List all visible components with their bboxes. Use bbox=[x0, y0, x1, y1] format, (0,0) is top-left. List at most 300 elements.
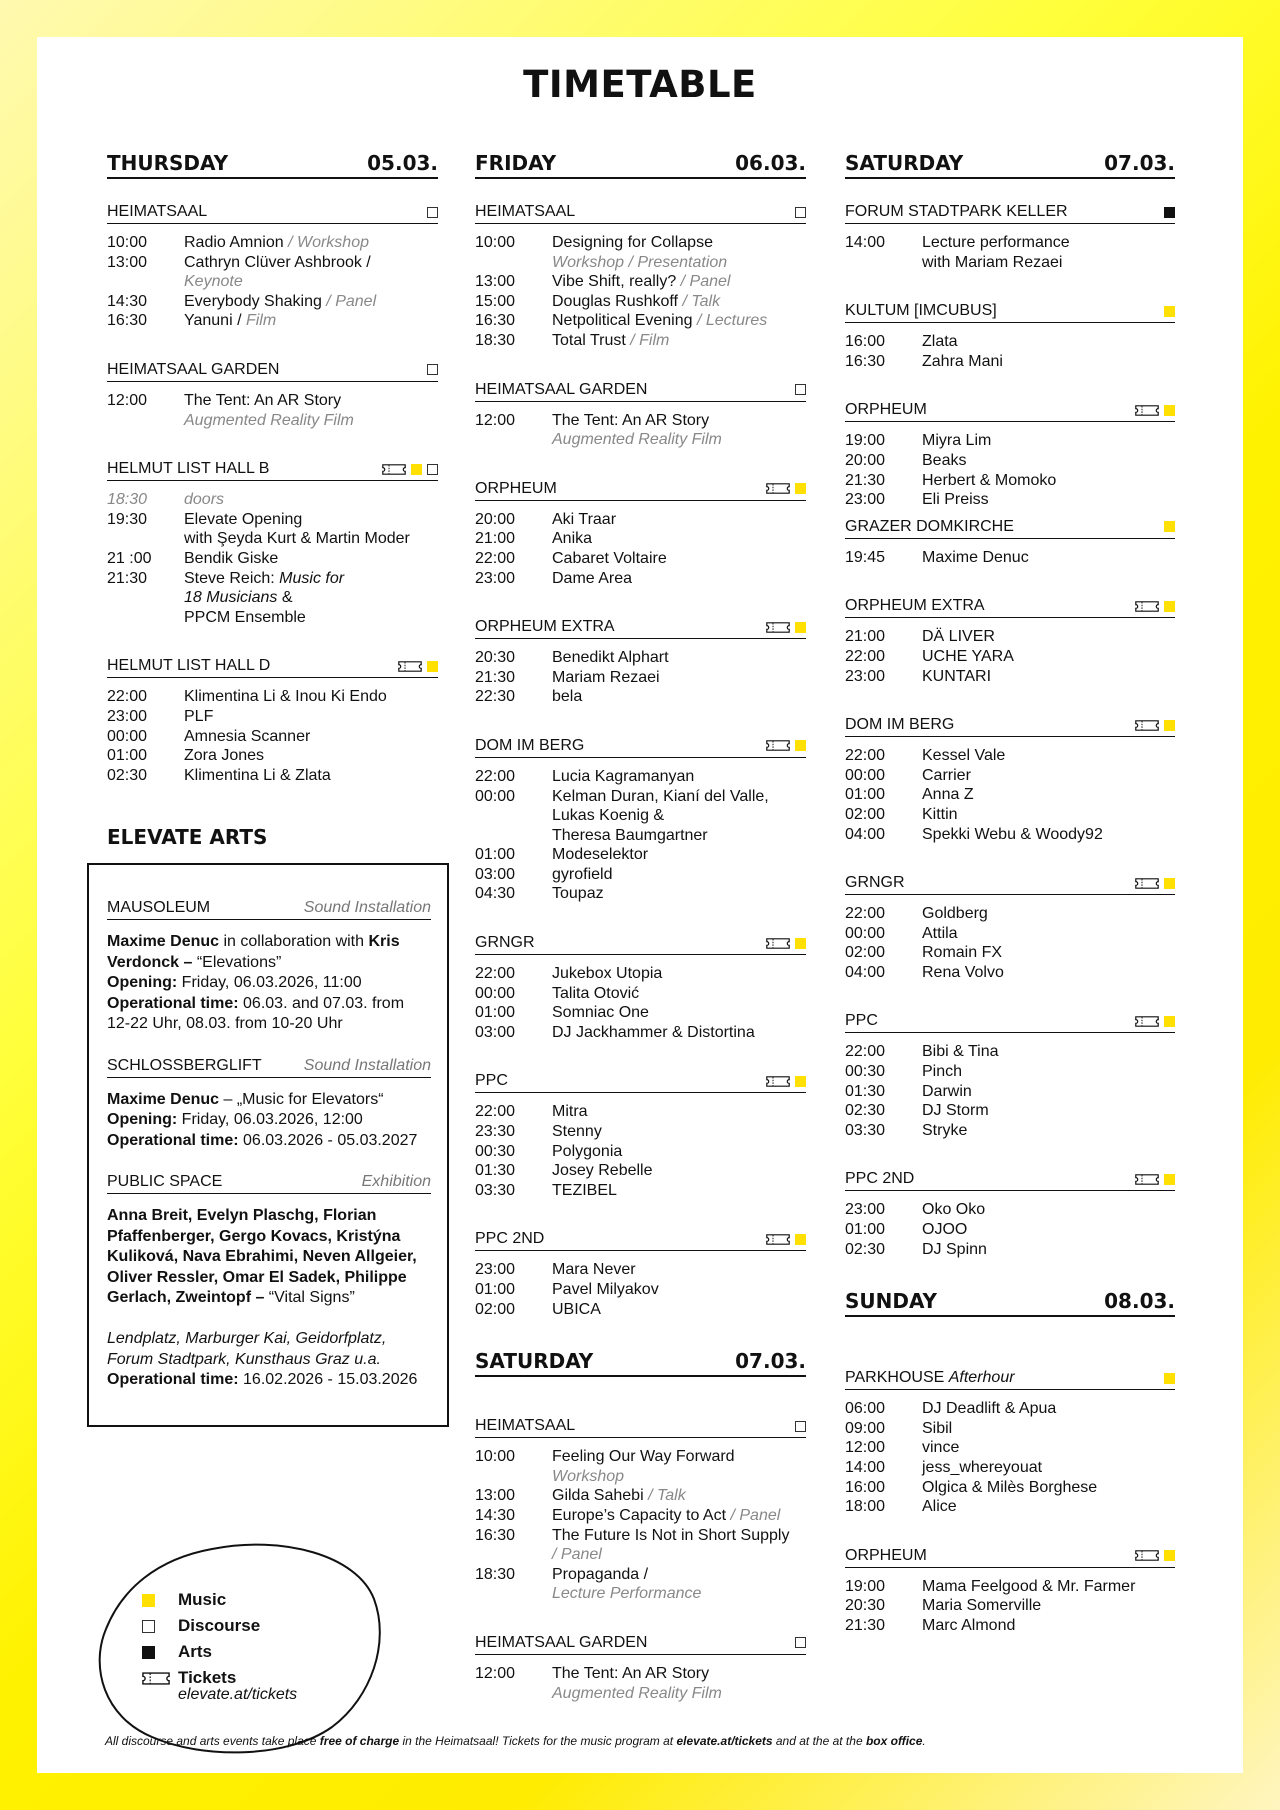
act bbox=[922, 1616, 1175, 1636]
ticket-icon bbox=[766, 622, 790, 633]
venue-name bbox=[475, 1634, 647, 1652]
venue-name bbox=[845, 1170, 914, 1188]
act-category: Augmented Reality Film bbox=[552, 431, 722, 449]
venue-name-text: ORPHEUM EXTRA bbox=[845, 597, 985, 615]
column-friday bbox=[475, 151, 806, 1733]
ticket-icon bbox=[766, 938, 790, 949]
time: 03:30 bbox=[845, 1121, 886, 1139]
venue-marks bbox=[1135, 878, 1175, 889]
schedule-row bbox=[475, 1260, 806, 1280]
act-name: Aki Traar bbox=[552, 510, 617, 528]
act-name: Olgica & Milès Borghese bbox=[922, 1478, 1098, 1496]
act bbox=[922, 785, 1175, 805]
act bbox=[552, 1526, 806, 1546]
act bbox=[552, 411, 806, 431]
act-name: Pinch bbox=[922, 1063, 963, 1081]
footnote-text: in the Heimatsaal! Tickets for the music program at bbox=[399, 1734, 677, 1748]
time bbox=[475, 1467, 552, 1487]
act-name: Attila bbox=[922, 924, 958, 942]
time: 19:00 bbox=[845, 432, 886, 450]
venue-name-text: PPC 2ND bbox=[475, 1230, 545, 1248]
music-icon bbox=[142, 1594, 155, 1607]
time: 23:00 bbox=[845, 491, 886, 509]
schedule-row bbox=[475, 292, 806, 312]
venue-name-text: ORPHEUM EXTRA bbox=[475, 618, 615, 636]
venue-header bbox=[107, 657, 438, 678]
act bbox=[552, 1023, 806, 1043]
schedule-row bbox=[845, 1240, 1175, 1260]
act bbox=[552, 1280, 806, 1300]
venue-name bbox=[845, 1547, 927, 1565]
schedule-row bbox=[107, 391, 438, 411]
arts-artist: Maxime Denuc bbox=[107, 933, 220, 951]
venue-header bbox=[475, 1072, 806, 1093]
arts-description bbox=[107, 1206, 431, 1391]
venue-block bbox=[475, 203, 806, 351]
time: 00:00 bbox=[475, 787, 516, 805]
schedule-row bbox=[845, 451, 1175, 471]
venue-block bbox=[845, 874, 1175, 982]
act-name: The Future Is Not in Short Supply bbox=[552, 1526, 790, 1544]
legend-discourse bbox=[142, 1613, 297, 1639]
discourse-icon bbox=[427, 207, 438, 218]
act-category: / Talk bbox=[678, 292, 721, 310]
act bbox=[552, 1467, 806, 1487]
schedule-row bbox=[475, 253, 806, 273]
act-name: UBICA bbox=[552, 1300, 601, 1318]
ticket-icon bbox=[1135, 601, 1159, 612]
act-name: The Tent: An AR Story bbox=[552, 411, 710, 429]
arts-opening-label: Opening: bbox=[107, 974, 178, 992]
act-name: Beaks bbox=[922, 451, 967, 469]
act bbox=[552, 569, 806, 589]
act bbox=[922, 667, 1175, 687]
schedule-row bbox=[845, 647, 1175, 667]
act bbox=[922, 1438, 1175, 1458]
arts-work: – „Music for Elevators“ bbox=[219, 1090, 384, 1108]
time: 10:00 bbox=[475, 234, 516, 251]
act-name: The Tent: An AR Story bbox=[184, 391, 342, 409]
venue-header bbox=[475, 480, 806, 501]
schedule-row bbox=[845, 1478, 1175, 1498]
music-icon bbox=[1164, 878, 1175, 889]
venue-name bbox=[845, 302, 997, 320]
day-name: THURSDAY bbox=[107, 151, 229, 175]
time bbox=[107, 272, 184, 292]
act-name: Cathryn Clüver Ashbrook / bbox=[184, 253, 371, 271]
schedule-row bbox=[845, 1497, 1175, 1517]
discourse-icon bbox=[795, 207, 806, 218]
act-name: Herbert & Momoko bbox=[922, 471, 1057, 489]
schedule-row bbox=[475, 1142, 806, 1162]
arts-opening-label: Opening: bbox=[107, 1111, 178, 1129]
act bbox=[184, 549, 438, 569]
time: 15:00 bbox=[475, 292, 516, 310]
act-name: Cabaret Voltaire bbox=[552, 549, 667, 567]
time: 22:00 bbox=[475, 549, 516, 567]
time bbox=[107, 529, 184, 549]
act bbox=[552, 233, 806, 253]
ticket-icon bbox=[766, 740, 790, 751]
schedule-row bbox=[475, 787, 806, 807]
tickets-link[interactable]: elevate.at/tickets bbox=[178, 1686, 298, 1703]
time: 20:00 bbox=[475, 510, 516, 528]
venue-block bbox=[845, 1170, 1175, 1259]
act bbox=[184, 766, 438, 786]
venue-name bbox=[107, 361, 279, 379]
act-name: OJOO bbox=[922, 1221, 968, 1239]
act-name: PPCM Ensemble bbox=[184, 608, 306, 626]
schedule-row bbox=[475, 411, 806, 431]
venue-marks bbox=[427, 364, 438, 375]
venue-header bbox=[845, 597, 1175, 618]
act-name: Anika bbox=[552, 530, 593, 548]
schedule-row bbox=[107, 766, 438, 786]
arts-optime: 06.03. and 07.03. from 12-22 Uhr, 08.03. from 10-20 Uhr bbox=[107, 994, 405, 1033]
venue-block bbox=[475, 381, 806, 450]
ticket-icon bbox=[1135, 878, 1159, 889]
act-name: UCHE YARA bbox=[922, 647, 1014, 665]
elevate-arts-box bbox=[87, 863, 449, 1427]
act-name: Steve Reich: bbox=[184, 569, 280, 587]
schedule-row bbox=[475, 233, 806, 253]
act bbox=[552, 1003, 806, 1023]
schedule-row bbox=[107, 569, 438, 589]
arts-venue-header bbox=[107, 1173, 431, 1194]
time: 23:00 bbox=[845, 667, 886, 685]
venue-block bbox=[845, 302, 1175, 371]
act-name: Eli Preiss bbox=[922, 491, 989, 509]
schedule-row bbox=[845, 627, 1175, 647]
arts-venue-type: Exhibition bbox=[361, 1173, 431, 1191]
schedule-row bbox=[845, 1062, 1175, 1082]
venue-name bbox=[845, 1369, 1015, 1387]
time: 21:30 bbox=[845, 471, 886, 489]
schedule-row bbox=[845, 253, 1175, 273]
schedule-row bbox=[845, 1438, 1175, 1458]
act-category: / Talk bbox=[648, 1487, 686, 1505]
venue-marks bbox=[1135, 405, 1175, 416]
column-thursday bbox=[107, 151, 438, 1427]
time: 01:30 bbox=[845, 1082, 886, 1100]
act-name: Jukebox Utopia bbox=[552, 965, 663, 983]
music-icon bbox=[1164, 1550, 1175, 1561]
venue-header bbox=[475, 618, 806, 639]
act-name: Mitra bbox=[552, 1103, 588, 1121]
venue-name-text: GRNGR bbox=[475, 934, 535, 952]
schedule-row bbox=[845, 233, 1175, 253]
time: 02:00 bbox=[475, 1300, 516, 1318]
time: 16:00 bbox=[845, 333, 886, 351]
act bbox=[552, 826, 806, 846]
schedule-row bbox=[475, 1447, 806, 1467]
act-name: Lukas Koenig & bbox=[552, 807, 665, 825]
footnote-bold: box office bbox=[865, 1734, 923, 1748]
schedule-row bbox=[845, 943, 1175, 963]
time: 23:00 bbox=[845, 1201, 886, 1219]
time: 18:30 bbox=[475, 1565, 516, 1583]
schedule-row bbox=[475, 529, 806, 549]
time: 12:00 bbox=[845, 1439, 886, 1457]
venue-marks bbox=[795, 207, 806, 218]
time: 16:30 bbox=[107, 312, 148, 330]
venue-name-text: HEIMATSAAL GARDEN bbox=[475, 1633, 648, 1651]
schedule-row bbox=[845, 825, 1175, 845]
arts-venue-name: MAUSOLEUM bbox=[107, 899, 211, 917]
schedule-row bbox=[845, 746, 1175, 766]
act-name: Radio Amnion bbox=[184, 234, 284, 251]
ticket-icon bbox=[398, 661, 422, 672]
time: 23:00 bbox=[475, 569, 516, 587]
act bbox=[552, 1486, 806, 1506]
venue-block bbox=[107, 203, 438, 331]
schedule-row bbox=[107, 253, 438, 273]
schedule-row bbox=[475, 1003, 806, 1023]
time: 19:00 bbox=[845, 1577, 886, 1595]
time: 02:30 bbox=[107, 766, 148, 784]
time: 01:00 bbox=[475, 1004, 516, 1022]
music-icon bbox=[1164, 1373, 1175, 1384]
time: 10:00 bbox=[107, 234, 148, 251]
schedule-row bbox=[845, 667, 1175, 687]
act-name: with Mariam Rezaei bbox=[922, 253, 1063, 271]
schedule-row bbox=[107, 311, 438, 331]
act-name: Rena Volvo bbox=[922, 963, 1004, 981]
act-name: Lucia Kagramanyan bbox=[552, 767, 695, 785]
schedule-row bbox=[475, 1486, 806, 1506]
time: 03:00 bbox=[475, 865, 516, 883]
time: 14:30 bbox=[475, 1506, 516, 1524]
day-header bbox=[845, 151, 1175, 179]
act-name: Kittin bbox=[922, 805, 958, 823]
schedule-row bbox=[475, 845, 806, 865]
act bbox=[552, 787, 806, 807]
ticket-icon bbox=[1135, 1016, 1159, 1027]
act bbox=[922, 1042, 1175, 1062]
act-category: / Panel bbox=[552, 1546, 602, 1564]
schedule-row bbox=[845, 1577, 1175, 1597]
act bbox=[922, 1200, 1175, 1220]
schedule-row bbox=[475, 964, 806, 984]
page-title: TIMETABLE bbox=[523, 63, 757, 106]
time bbox=[475, 430, 552, 450]
act-name: Marc Almond bbox=[922, 1616, 1016, 1634]
schedule-row bbox=[475, 569, 806, 589]
schedule-row bbox=[107, 707, 438, 727]
act-name: Goldberg bbox=[922, 905, 988, 923]
act-name: bela bbox=[552, 688, 583, 706]
schedule-row bbox=[475, 1102, 806, 1122]
time: 03:00 bbox=[475, 1023, 516, 1041]
music-icon bbox=[795, 1234, 806, 1245]
act bbox=[552, 1684, 806, 1704]
venue-marks bbox=[398, 661, 438, 672]
act bbox=[184, 529, 438, 549]
time bbox=[107, 608, 184, 628]
venue-name-text: PARKHOUSE bbox=[845, 1369, 949, 1387]
act-name: TEZIBEL bbox=[552, 1181, 617, 1199]
venue-header bbox=[475, 1417, 806, 1438]
venue-block bbox=[845, 203, 1175, 272]
act bbox=[922, 1220, 1175, 1240]
venue-marks bbox=[427, 207, 438, 218]
venue-name-text: PPC bbox=[845, 1012, 878, 1030]
act-name: jess_whereyouat bbox=[922, 1459, 1043, 1476]
act bbox=[552, 1260, 806, 1280]
ticket-icon bbox=[382, 464, 406, 475]
act-category: Augmented Reality Film bbox=[184, 411, 354, 429]
schedule-row bbox=[475, 806, 806, 826]
schedule-row bbox=[845, 1200, 1175, 1220]
legend-arts bbox=[142, 1639, 297, 1665]
time: 21 :00 bbox=[107, 549, 152, 567]
act bbox=[922, 1419, 1175, 1439]
arts-work: “Vital Signs” bbox=[264, 1289, 355, 1307]
music-icon bbox=[1164, 521, 1175, 532]
act bbox=[922, 1577, 1175, 1597]
schedule-row bbox=[475, 1122, 806, 1142]
act-name: Klimentina Li & Zlata bbox=[184, 766, 331, 784]
legend-tickets-label: Tickets bbox=[178, 1668, 237, 1687]
act bbox=[552, 1506, 806, 1526]
act-name: Spekki Webu & Woody92 bbox=[922, 825, 1103, 843]
footnote-text: . bbox=[922, 1734, 926, 1748]
venue-name bbox=[475, 203, 575, 221]
venue-name-text: HEIMATSAAL GARDEN bbox=[475, 380, 648, 398]
venue-header bbox=[107, 361, 438, 382]
music-icon bbox=[1164, 720, 1175, 731]
act bbox=[184, 411, 438, 431]
time: 20:30 bbox=[845, 1597, 886, 1615]
arts-public-space bbox=[107, 1173, 431, 1391]
time: 22:00 bbox=[107, 688, 148, 706]
discourse-icon bbox=[142, 1620, 155, 1633]
music-icon bbox=[427, 661, 438, 672]
time: 16:00 bbox=[845, 1478, 886, 1496]
act-name: Propaganda / bbox=[552, 1565, 649, 1583]
act bbox=[552, 1584, 806, 1604]
footnote-bold: free of charge bbox=[319, 1734, 400, 1748]
act bbox=[184, 727, 438, 747]
venue-header bbox=[845, 401, 1175, 422]
act-name: Maria Somerville bbox=[922, 1597, 1042, 1615]
arts-optime-label: Operational time: bbox=[107, 994, 239, 1012]
arts-schlossberglift bbox=[107, 1057, 431, 1152]
act bbox=[184, 687, 438, 707]
act bbox=[922, 1458, 1175, 1478]
act bbox=[922, 352, 1175, 372]
act bbox=[922, 490, 1175, 510]
venue-header bbox=[845, 1170, 1175, 1191]
act bbox=[184, 510, 438, 530]
act-category: Augmented Reality Film bbox=[552, 1684, 722, 1702]
time bbox=[475, 1545, 552, 1565]
act-category: Film bbox=[241, 312, 277, 330]
day-name: SUNDAY bbox=[845, 1289, 938, 1314]
venue-marks bbox=[766, 1076, 806, 1087]
act-title-italic: 18 Musicians bbox=[184, 589, 278, 607]
act-category: / Workshop bbox=[283, 234, 369, 251]
schedule-row bbox=[475, 1181, 806, 1201]
act-name: KUNTARI bbox=[922, 667, 992, 685]
act-name: Lecture performance bbox=[922, 234, 1070, 251]
venue-name-text: HELMUT LIST HALL B bbox=[107, 460, 270, 478]
time: 21:30 bbox=[845, 1616, 886, 1634]
time bbox=[475, 1684, 552, 1704]
venue-name bbox=[845, 874, 905, 892]
time bbox=[475, 253, 552, 273]
timetable-poster bbox=[37, 37, 1243, 1773]
time: 19:45 bbox=[845, 548, 886, 566]
arts-optime-label: Operational time: bbox=[107, 1131, 239, 1149]
venue-block bbox=[475, 1634, 806, 1703]
act-name: Romain FX bbox=[922, 944, 1003, 962]
venue-block bbox=[845, 1547, 1175, 1636]
act bbox=[922, 904, 1175, 924]
act-name: DJ Jackhammer & Distortina bbox=[552, 1023, 755, 1041]
schedule-row bbox=[475, 1280, 806, 1300]
footnote-link[interactable]: elevate.at/tickets bbox=[676, 1734, 773, 1748]
arts-venue-type: Sound Installation bbox=[303, 1056, 431, 1074]
time: 04:30 bbox=[475, 885, 516, 903]
time: 18:00 bbox=[845, 1498, 886, 1516]
act bbox=[922, 746, 1175, 766]
act-name: Mara Never bbox=[552, 1261, 636, 1279]
ticket-icon bbox=[142, 1672, 170, 1685]
act bbox=[552, 1565, 806, 1585]
schedule-row bbox=[107, 727, 438, 747]
venue-marks bbox=[766, 1234, 806, 1245]
act bbox=[552, 529, 806, 549]
act bbox=[922, 1101, 1175, 1121]
venue-name bbox=[107, 203, 207, 221]
time: 22:00 bbox=[845, 1043, 886, 1061]
day-header bbox=[475, 151, 806, 179]
act-name: Stryke bbox=[922, 1121, 968, 1139]
schedule-row bbox=[107, 411, 438, 431]
venue-header bbox=[845, 518, 1175, 539]
schedule-row bbox=[475, 767, 806, 787]
schedule-row bbox=[845, 431, 1175, 451]
schedule-row bbox=[475, 1584, 806, 1604]
schedule-row bbox=[475, 311, 806, 331]
act-name: Oko Oko bbox=[922, 1201, 986, 1219]
venue-name bbox=[475, 737, 584, 755]
arts-opening: Friday, 06.03.2026, 12:00 bbox=[177, 1111, 363, 1129]
act-name: Pavel Milyakov bbox=[552, 1281, 659, 1298]
act bbox=[184, 608, 438, 628]
discourse-icon bbox=[795, 1421, 806, 1432]
schedule-row bbox=[845, 1616, 1175, 1636]
time: 00:30 bbox=[475, 1142, 516, 1160]
time: 01:00 bbox=[475, 1281, 516, 1298]
venue-name-text: ORPHEUM bbox=[845, 1546, 927, 1564]
venue-block bbox=[845, 597, 1175, 686]
schedule-row bbox=[845, 1399, 1175, 1419]
venue-block bbox=[475, 618, 806, 707]
day-date: 08.03. bbox=[1104, 1289, 1175, 1314]
music-icon bbox=[411, 464, 422, 475]
act bbox=[922, 1596, 1175, 1616]
act-name: Anna Z bbox=[922, 786, 974, 804]
arts-description bbox=[107, 932, 431, 1035]
act-name: DJ Storm bbox=[922, 1102, 989, 1120]
act-name: Kessel Vale bbox=[922, 747, 1006, 765]
schedule-row bbox=[845, 963, 1175, 983]
act bbox=[552, 1664, 806, 1684]
schedule-row bbox=[475, 984, 806, 1004]
act-name: DÄ LIVER bbox=[922, 628, 995, 646]
